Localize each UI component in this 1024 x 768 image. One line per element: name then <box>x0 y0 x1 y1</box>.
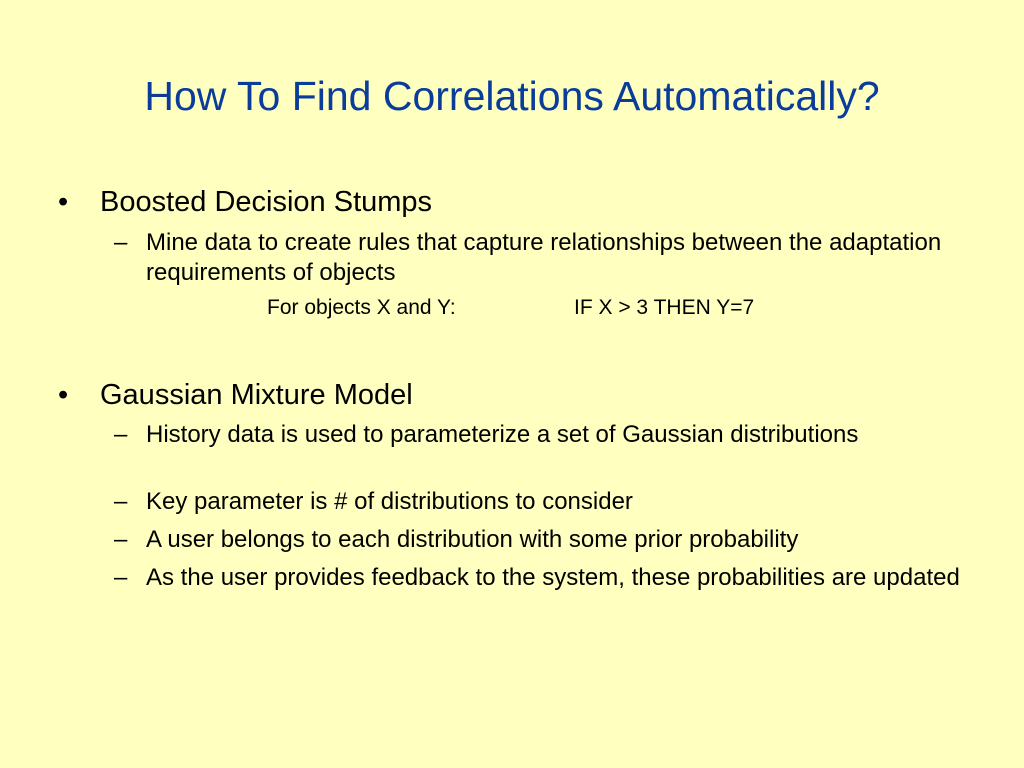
bullet-marker: • <box>58 186 69 218</box>
sub-item <box>114 420 974 450</box>
sub-item <box>114 487 974 517</box>
slide-title: How To Find Correlations Automatically? <box>144 73 880 119</box>
sub-item <box>114 563 974 593</box>
dash-marker: – <box>114 421 128 448</box>
sub-item-text: As the user provides feedback to the system, these probabilities are updated <box>146 564 960 591</box>
dash-marker: – <box>114 488 128 515</box>
sub-item-text: A user belongs to each distribution with some prior probability <box>146 526 799 553</box>
bullet-heading: Boosted Decision Stumps <box>100 186 433 218</box>
example-label: For objects X and Y: <box>267 296 456 319</box>
dash-marker: – <box>114 229 128 256</box>
sub-item-text: Key parameter is # of distributions to consider <box>146 488 633 515</box>
sub-item <box>114 228 974 288</box>
example-rule: IF X > 3 THEN Y=7 <box>574 296 755 319</box>
sub-item-text: Mine data to create rules that capture relationships between the adaptation requirements of objects <box>146 229 942 286</box>
bullet-heading: Gaussian Mixture Model <box>100 379 413 411</box>
sub-item-text: History data is used to parameterize a set of Gaussian distributions <box>146 421 859 448</box>
sub-item <box>114 525 974 555</box>
bullet-marker: • <box>58 379 69 411</box>
dash-marker: – <box>114 564 128 591</box>
dash-marker: – <box>114 526 128 553</box>
